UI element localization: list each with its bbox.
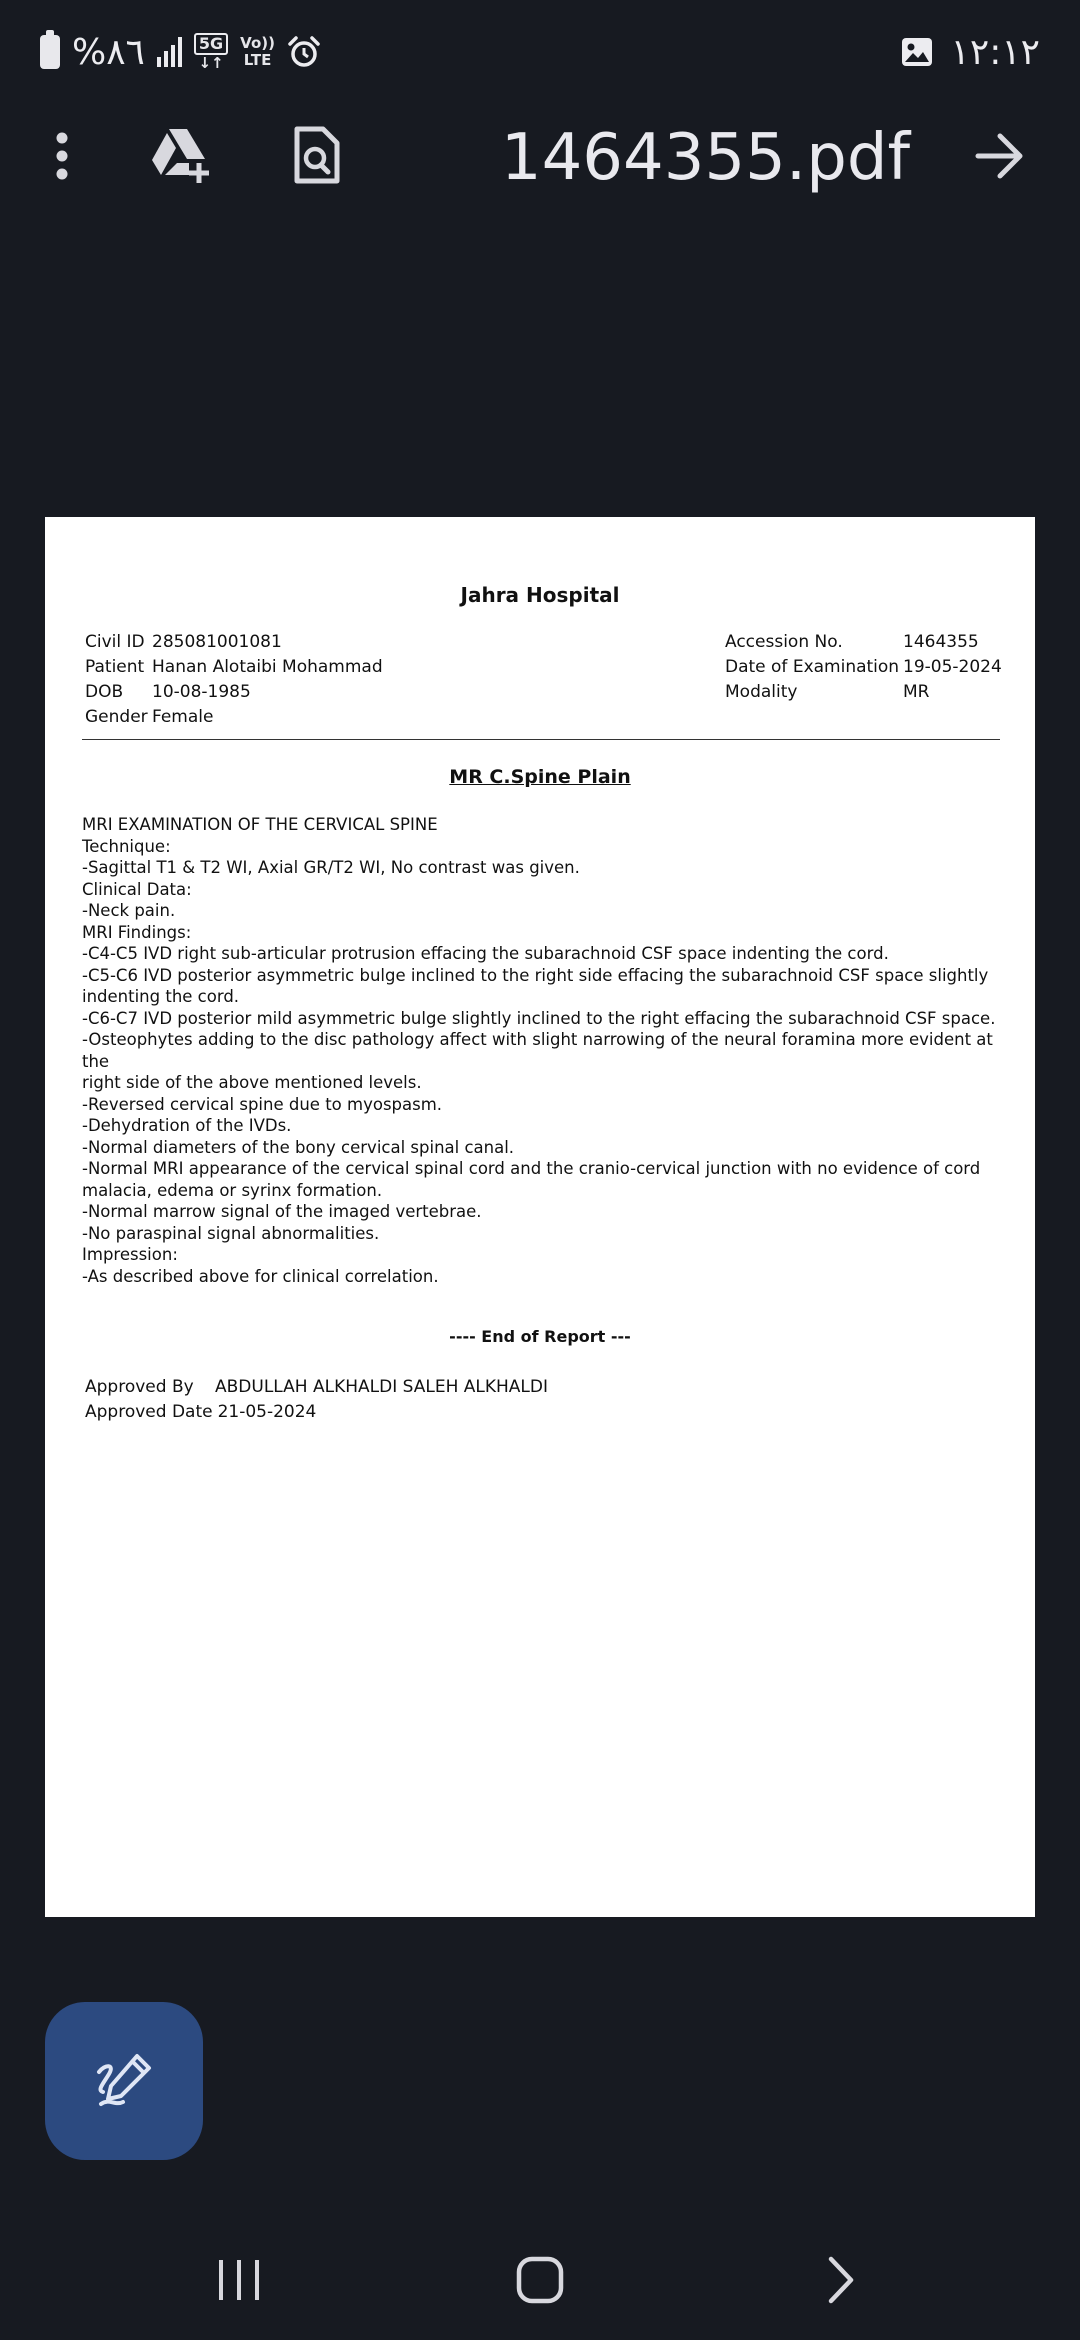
report-line: -Sagittal T1 & T2 WI, Axial GR/T2 WI, No contrast was given. [82, 858, 580, 877]
info-row [85, 655, 383, 680]
info-row [725, 630, 1002, 655]
info-label: DOB [85, 682, 124, 702]
approval-value: ABDULLAH ALKHALDI SALEH ALKHALDI [215, 1377, 548, 1397]
forward-button[interactable] [964, 120, 1036, 192]
report-line: -C4-C5 IVD right sub-articular protrusion effacing the subarachnoid CSF space indenting the cord. [82, 944, 889, 963]
report-heading: MR C.Spine Plain [449, 766, 631, 788]
report-line: MRI EXAMINATION OF THE CERVICAL SPINE [82, 815, 438, 834]
info-value: Hanan Alotaibi Mohammad [152, 657, 383, 677]
find-in-document-button[interactable] [281, 120, 353, 192]
patient-info [85, 630, 383, 730]
report-line: -C6-C7 IVD posterior mild asymmetric bulge slightly inclined to the right effacing the subarachnoid CSF space. [82, 1008, 996, 1028]
report-line: -As described above for clinical correlation. [82, 1266, 439, 1286]
info-label: Modality [725, 682, 798, 702]
recent-apps-icon [217, 2258, 261, 2302]
report-line: Impression: [82, 1245, 178, 1264]
drive-add-icon [149, 127, 215, 185]
approval-label: Approved By [85, 1377, 194, 1397]
report-line: -No paraspinal signal abnormalities. [82, 1223, 380, 1243]
approval-label: Approved Date [85, 1402, 213, 1422]
report-line: Technique: [82, 836, 171, 856]
search-document-icon [291, 126, 343, 186]
save-to-drive-button[interactable] [146, 120, 218, 192]
network-5g-label: 5G [194, 33, 228, 55]
report-line: -Dehydration of the IVDs. [82, 1116, 292, 1135]
battery-icon [40, 35, 60, 69]
end-of-report: ---- End of Report --- [449, 1327, 631, 1346]
info-value: Female [152, 707, 214, 727]
system-nav-bar [0, 2220, 1080, 2340]
signal-icon [157, 37, 182, 67]
report-line: -C5-C6 IVD posterior asymmetric bulge inclined to the right side effacing the subarachnoid CSF space slightly [82, 965, 989, 985]
report-line: -Normal marrow signal of the imaged vertebrae. [82, 1202, 482, 1221]
home-button[interactable] [490, 2230, 590, 2330]
home-icon [516, 2256, 564, 2304]
status-left [40, 28, 321, 76]
info-value: 285081001081 [152, 632, 282, 652]
volte-bottom-label: LTE [243, 51, 272, 69]
gallery-icon [901, 37, 933, 67]
file-title: 1464355.pdf [500, 121, 910, 195]
info-value: 10-08-1985 [152, 682, 251, 702]
more-vert-icon [54, 131, 70, 181]
info-row [85, 630, 383, 655]
more-options-button[interactable] [26, 120, 98, 192]
exam-info [725, 630, 1002, 705]
info-value: MR [903, 682, 930, 702]
arrow-forward-icon [974, 132, 1026, 180]
info-label: Patient [85, 657, 145, 677]
report-line: right side of the above mentioned levels. [82, 1073, 422, 1092]
report-line: indenting the cord. [82, 987, 240, 1006]
alarm-icon [287, 35, 321, 69]
info-row [725, 680, 1002, 705]
header-divider [82, 739, 1000, 740]
data-arrows-icon: ↓↑ [198, 54, 224, 72]
report-line: Clinical Data: [82, 879, 192, 899]
info-label: Civil ID [85, 632, 145, 652]
clock-time: ١٢:١٢ [950, 31, 1040, 73]
recent-apps-button[interactable] [189, 2230, 289, 2330]
volte-icon [240, 35, 275, 69]
volte-top-label: Vo)) [240, 34, 275, 52]
annotate-button[interactable] [45, 2002, 203, 2160]
back-icon [825, 2256, 857, 2304]
hospital-name: Jahra Hospital [460, 583, 620, 607]
info-row [725, 655, 1002, 680]
report-line: -Osteophytes adding to the disc pathology affect with slight narrowing of the neural foramina more evident at the [82, 1030, 999, 1071]
approval-row [85, 1375, 548, 1400]
report-line: -Neck pain. [82, 901, 176, 920]
info-label: Accession No. [725, 632, 843, 652]
report-line: malacia, edema or syrinx formation. [82, 1180, 383, 1200]
report-line: -Normal MRI appearance of the cervical spinal cord and the cranio-cervical junction with no evidence of cord [82, 1159, 981, 1178]
battery-percentage: %٨٦ [72, 31, 145, 73]
top-toolbar [0, 104, 1080, 208]
status-right [901, 28, 1040, 76]
report-body [82, 814, 1022, 1287]
info-row [85, 705, 383, 730]
info-label: Gender [85, 707, 148, 727]
info-value: 19-05-2024 [903, 657, 1002, 677]
report-line: MRI Findings: [82, 922, 192, 942]
info-value: 1464355 [903, 632, 979, 652]
annotate-pen-icon [93, 2050, 155, 2112]
info-label: Date of Examination [725, 657, 900, 677]
approval-info [85, 1375, 548, 1425]
back-button[interactable] [791, 2230, 891, 2330]
approval-row [85, 1400, 548, 1425]
info-row [85, 680, 383, 705]
pdf-page[interactable] [45, 517, 1035, 1917]
status-bar [0, 0, 1080, 104]
approval-value: 21-05-2024 [217, 1402, 317, 1422]
network-5g-icon [194, 33, 228, 71]
report-line: -Reversed cervical spine due to myospasm. [82, 1094, 443, 1114]
report-line: -Normal diameters of the bony cervical spinal canal. [82, 1137, 515, 1157]
